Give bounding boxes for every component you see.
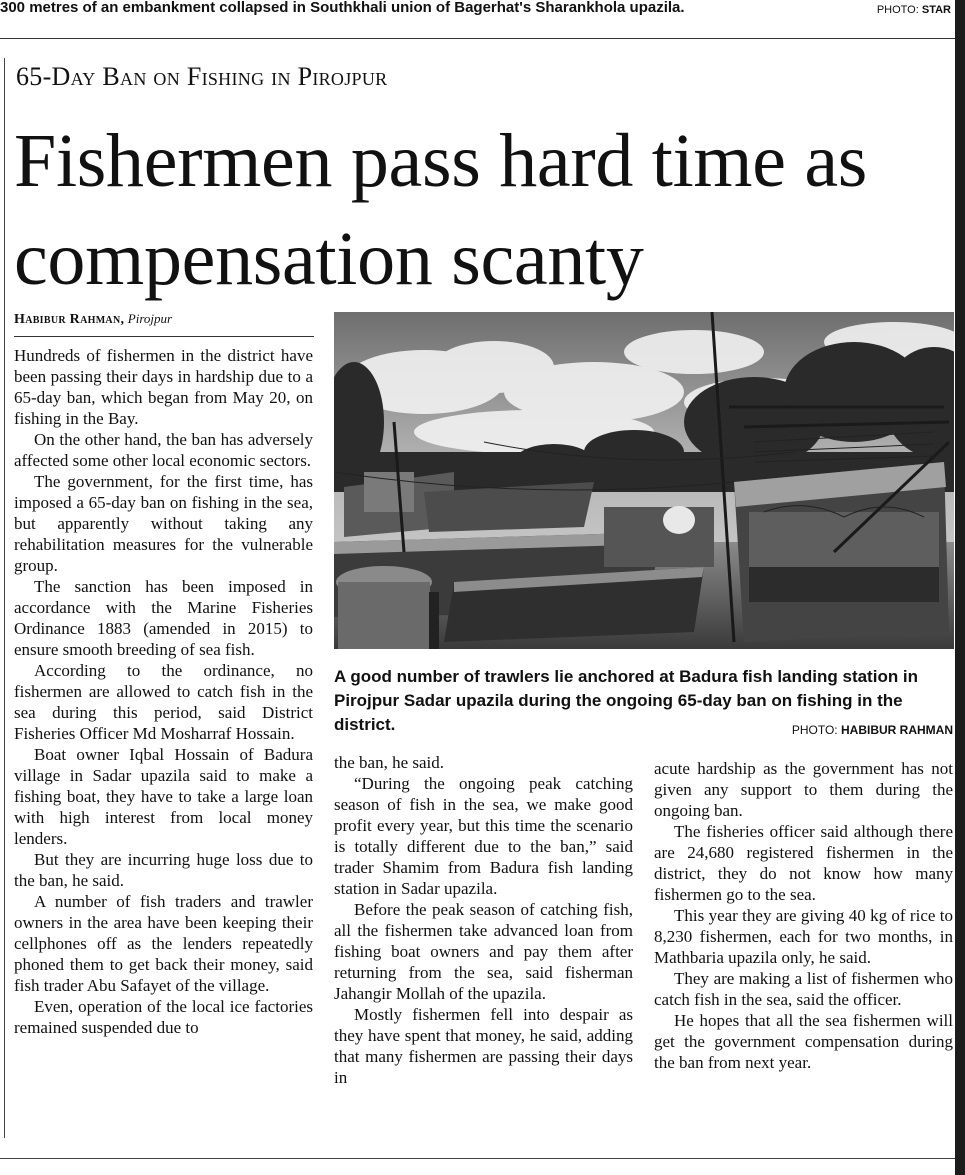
paragraph: Boat owner Iqbal Hossain of Badura village in Sadar upazila said to make a fishing boat, they have to take a large loan with high interest from local money lenders. <box>14 745 313 848</box>
previous-photo-credit-label: PHOTO: <box>876 4 919 16</box>
byline-author: Habibur Rahman, <box>14 312 125 327</box>
paragraph: acute hardship as the government has not given any support to them during the ongoing ban. <box>654 759 953 820</box>
photo-caption: A good number of trawlers lie anchored at Badura fish landing station in Pirojpur Sadar upazila during the ongoing 65-day ban on fishing in the district. <box>334 667 919 734</box>
article-column-2 <box>334 752 633 1142</box>
page-edge-strip <box>955 0 965 1175</box>
paragraph: But they are incurring huge loss due to the ban, he said. <box>14 850 313 890</box>
paragraph: On the other hand, the ban has adversely affected some other local economic sectors. <box>14 430 313 470</box>
paragraph: They are making a list of fishermen who catch fish in the sea, said the officer. <box>654 969 953 1009</box>
paragraph: The fisheries officer said although there are 24,680 registered fishermen in the district, they do not know how many fishermen go to the sea. <box>654 822 953 904</box>
article-column-3 <box>654 758 953 1148</box>
photo-credit <box>792 721 953 739</box>
previous-photo-credit-name: STAR <box>921 4 951 16</box>
article-headline: Fishermen pass hard time as compensation scanty <box>14 119 868 301</box>
byline <box>14 309 172 330</box>
paragraph: Before the peak season of catching fish, all the fishermen take advanced loan from fishing boat owners and pay them after returning from the sea, said fisherman Jahangir Mollah of the upazila. <box>334 900 633 1003</box>
bottom-divider <box>0 1158 955 1159</box>
article-kicker: 65-Day Ban on Fishing in Pirojpur <box>16 62 388 91</box>
byline-place: Pirojpur <box>127 311 173 326</box>
paragraph: The sanction has been imposed in accordance with the Marine Fisheries Ordinance 1883 (amended in 2015) to ensure smooth breeding of sea fish. <box>14 577 313 659</box>
paragraph: Even, operation of the local ice factories remained suspended due to <box>14 997 313 1037</box>
paragraph: A number of fish traders and trawler owners in the area have been keeping their cellphones off as the lenders repeatedly phoned them to get back their money, said fish trader Abu Safayet of the village. <box>14 892 313 995</box>
top-divider <box>0 38 955 39</box>
paragraph: the ban, he said. <box>334 753 444 772</box>
paragraph: According to the ordinance, no fishermen are allowed to catch fish in the sea during this period, said District Fisheries Officer Md Mosharraf Hossain. <box>14 661 313 743</box>
paragraph: This year they are giving 40 kg of rice to 8,230 fishermen, each for two months, in Mathbaria upazila only, he said. <box>654 906 953 967</box>
paragraph: The government, for the first time, has imposed a 65-day ban on fishing in the sea, but apparently without taking any rehabilitation measures for the vulnerable group. <box>14 472 313 575</box>
paragraph: “During the ongoing peak catching season of fish in the sea, we make good profit every year, but this time the scenario is totally different due to the ban,” said trader Shamim from Badura fish landing station in Sadar upazila. <box>334 774 633 898</box>
paragraph: He hopes that all the sea fishermen will get the government compensation during the ban from next year. <box>654 1011 953 1072</box>
photo-credit-label: PHOTO: <box>791 723 838 737</box>
paragraph: Hundreds of fishermen in the district have been passing their days in hardship due to a 65-day ban, which began from May 20, on fishing in the Bay. <box>14 346 313 428</box>
article-column-1 <box>14 345 313 1135</box>
previous-photo-credit <box>877 0 951 20</box>
photo-credit-name: HABIBUR RAHMAN <box>841 723 953 737</box>
left-column-rule <box>4 58 5 1138</box>
paragraph: Mostly fishermen fell into despair as they have spent that money, he said, adding that many fishermen are passing their days in <box>334 1005 633 1087</box>
trawlers-photo <box>334 312 954 649</box>
previous-photo-caption: 300 metres of an embankment collapsed in Southkhali union of Bagerhat's Sharankhola upazila. <box>0 0 685 16</box>
byline-divider <box>14 336 314 337</box>
